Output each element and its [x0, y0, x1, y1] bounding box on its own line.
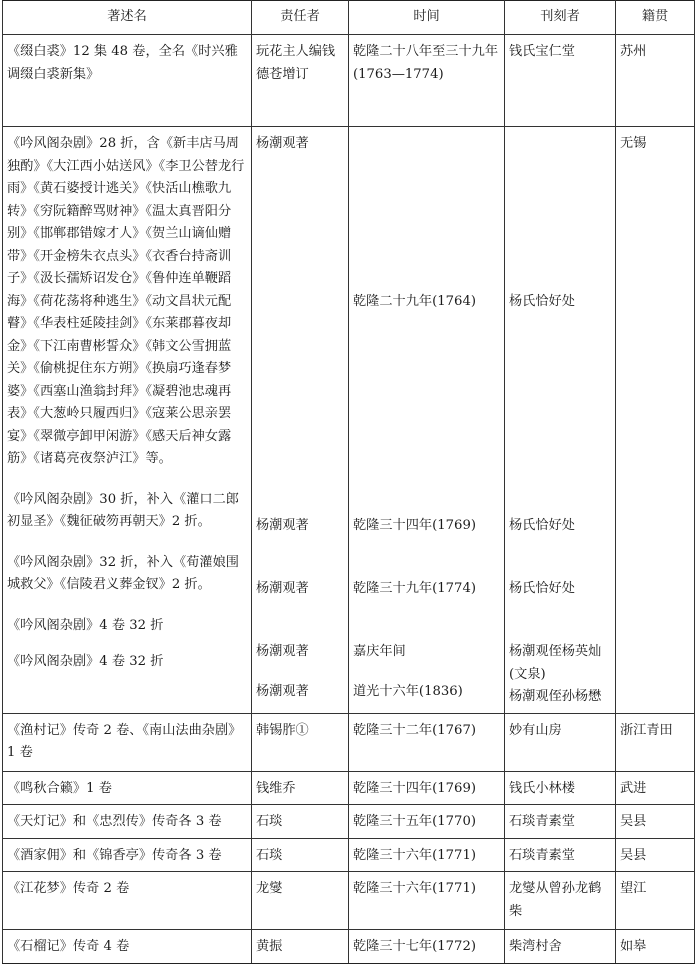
time-entry: 道光十六年(1836) [353, 684, 463, 699]
author-entry: 杨潮观著 [256, 581, 309, 596]
table-row [3, 127, 695, 714]
header-author: 责任者 [252, 1, 349, 35]
title-entry: 《吟风阁杂剧》4 卷 32 折 [7, 617, 164, 633]
title-entry: 《吟风阁杂剧》28 折，含《新丰店马周独酌》《大江西小姑送风》《李卫公替龙行雨》《黄石婆授计逃关》《快活山樵歌九转》《穷阮籍醉骂财神》《温太真晋阳分别》《邯郸郡错嫁才人》《贺兰山谪仙赠带》《开金榜朱衣点头》《衣香台持斋训子》《汲长孺矫诏发仓》《鲁仲连单鞭蹈海》《荷花荡将种逃生》《动文昌状元配瞽》《华表柱延陵挂剑》《东莱郡暮夜却金》《下江南曹彬誓众》《韩文公雪拥蓝关》《偷桃捉住东方朔》《换扇巧逢春梦婆》《西塞山渔翁封拜》《凝碧池忠魂再表》《大葱岭只履西归》《寇莱公思亲罢宴》《翠微亭卸甲闲游》《感天后神女露筋》《诸葛亮夜祭泸江》等。 [7, 136, 245, 466]
time-entry: 嘉庆年间 [353, 644, 406, 659]
time-entry: 乾隆二十九年(1764) [353, 294, 476, 309]
time-cell: 乾隆三十六年(1771) [349, 872, 505, 930]
author-cell: 黄振 [252, 930, 349, 964]
author-cell: 钱维乔 [252, 771, 349, 805]
publisher-cell: 石琰青素堂 [505, 805, 616, 839]
table-row [3, 930, 695, 964]
title-entry: 《吟风阁杂剧》30 折，补入《灌口二郎初显圣》《魏征破笏再朝天》2 折。 [7, 491, 239, 529]
time-cell: 乾隆三十七年(1772) [349, 930, 505, 964]
publisher-cell [505, 127, 616, 714]
publisher-entry: 杨潮观侄孙杨懋 [509, 689, 602, 704]
time-cell: 乾隆三十六年(1771) [349, 838, 505, 872]
title-cell: 《鸣秋合籁》1 卷 [3, 771, 252, 805]
native-place-cell: 望江 [616, 872, 695, 930]
title-entry: 《吟风阁杂剧》4 卷 32 折 [7, 654, 164, 669]
header-row [3, 1, 695, 35]
time-entry: 乾隆三十九年(1774) [353, 581, 476, 596]
table-row [3, 35, 695, 127]
title-cell: 《天灯记》和《忠烈传》传奇各 3 卷 [3, 805, 252, 839]
native-place-cell: 如皋 [616, 930, 695, 964]
publisher-entry: 杨氏恰好处 [509, 518, 575, 533]
header-title: 著述名 [3, 1, 252, 35]
publisher-entry: 杨潮观侄杨英灿(文泉) [509, 644, 602, 682]
header-native-place: 籍贯 [616, 1, 695, 35]
table-row [3, 713, 695, 771]
author-entry: 杨潮观著 [256, 644, 309, 659]
native-place-cell: 苏州 [616, 35, 695, 127]
publisher-cell: 钱氏宝仁堂 [505, 35, 616, 127]
publisher-cell: 柴湾村舍 [505, 930, 616, 964]
title-entry: 《吟风阁杂剧》32 折，补入《荀灌娘围城救父》《信陵君义葬金钗》2 折。 [7, 554, 239, 592]
catalog-table [2, 0, 695, 964]
time-cell: 乾隆二十八年至三十九年(1763—1774) [349, 35, 505, 127]
author-entry: 杨潮观著 [256, 518, 309, 533]
time-cell: 乾隆三十二年(1767) [349, 713, 505, 771]
table-row [3, 838, 695, 872]
author-entry: 杨潮观著 [256, 684, 309, 699]
author-cell: 龙燮 [252, 872, 349, 930]
native-place-cell: 浙江青田 [616, 713, 695, 771]
author-entry: 杨潮观著 [256, 136, 309, 151]
publisher-cell: 石琰青素堂 [505, 838, 616, 872]
title-cell: 《缀白裘》12 集 48 卷，全名《时兴雅调缀白裘新集》 [3, 35, 252, 127]
table-row [3, 771, 695, 805]
title-cell [3, 127, 252, 714]
time-cell: 乾隆三十四年(1769) [349, 771, 505, 805]
time-cell: 乾隆三十五年(1770) [349, 805, 505, 839]
table-row [3, 805, 695, 839]
publisher-cell: 妙有山房 [505, 713, 616, 771]
publisher-entry: 杨氏恰好处 [509, 581, 575, 596]
title-cell: 《酒家佣》和《锦香亭》传奇各 3 卷 [3, 838, 252, 872]
time-cell [349, 127, 505, 714]
author-cell [252, 127, 349, 714]
native-place-cell: 吴县 [616, 805, 695, 839]
publisher-cell: 钱氏小林楼 [505, 771, 616, 805]
header-time: 时间 [349, 1, 505, 35]
author-cell: 石琰 [252, 805, 349, 839]
title-cell: 《渔村记》传奇 2 卷、《南山法曲杂剧》1 卷 [3, 713, 252, 771]
author-cell: 玩花主人编钱德苍增订 [252, 35, 349, 127]
native-place-cell: 武进 [616, 771, 695, 805]
publisher-entry: 杨氏恰好处 [509, 294, 575, 309]
native-place-cell: 吴县 [616, 838, 695, 872]
title-cell: 《石榴记》传奇 4 卷 [3, 930, 252, 964]
author-cell: 韩锡胙① [252, 713, 349, 771]
table-row [3, 872, 695, 930]
author-cell: 石琰 [252, 838, 349, 872]
time-entry: 乾隆三十四年(1769) [353, 518, 476, 533]
publisher-cell: 龙燮从曾孙龙鹤柴 [505, 872, 616, 930]
header-publisher: 刊刻者 [505, 1, 616, 35]
native-place-cell: 无锡 [616, 127, 695, 714]
title-cell: 《江花梦》传奇 2 卷 [3, 872, 252, 930]
